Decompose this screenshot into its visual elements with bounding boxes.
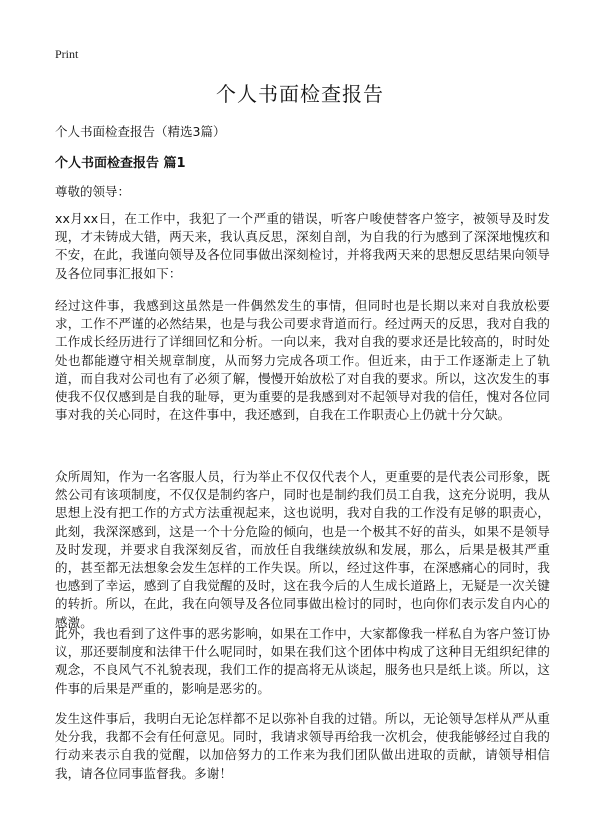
body-paragraph-5: 发生这件事后，我明白无论怎样都不足以弥补自我的过错。所以，无论领导怎样从严从重处分我，我都不会有任何意见。同时，我请求领导再给我一次机会，使我能够经过自我的行动来表示自我的觉醒，以加倍努力的工作来为我们团队做出进取的贡献，请领导相信我，请各位同事监督我。多谢！ bbox=[55, 711, 550, 781]
body-paragraph-4: 此外，我也看到了这件事的恶劣影响，如果在工作中，大家都像我一样私自为客户签订协议，那还要制度和法律干什么呢同时，如果在我们这个团体中构成了这种目无组织纪律的观念，不良风气不礼貌表现，我们工作的提高将无从谈起，服务也只是纸上谈。所以，这件事的后果是严重的，影响是恶劣的。 bbox=[55, 626, 550, 696]
document-title: 个人书面检查报告 bbox=[216, 82, 384, 106]
body-paragraph-3: 众所周知，作为一名客服人员，行为举止不仅仅代表个人，更重要的是代表公司形象，既然公司有该项制度，不仅仅是制约客户，同时也是制约我们员工自我，这充分说明，我从思想上没有把工作的方式方法重视起来，这也说明，我对自我的工作没有足够的职责心，此刻，我深深感到，这是一个十分危险的倾向，也是一个极其不好的苗头，如果不是领导及时发现，并要求自我深刻反省，而放任自我继续放纵和发展，那么，后果是极其严重的，甚至都无法想象会发生怎样的工作失误。所以，经过这件事，在深感痛心的同时，我也感到了幸运，感到了自我觉醒的及时，这在我今后的人生成长道路上，无疑是一次关键的转折。所以，在此，我在向领导及各位同事做出检讨的同时，也向你们表示发自内心的感激。 bbox=[55, 469, 550, 630]
salutation: 尊敬的领导： bbox=[55, 184, 131, 199]
body-paragraph-1: xx月xx日，在工作中，我犯了一个严重的错误，听客户唆使替客户签字，被领导及时发现，才未铸成大错，两天来，我认真反思，深刻自剖，为自我的行为感到了深深地愧疚和不安，在此，我谨向领导及各位同事做出深刻检讨，并将我两天来的思想反思结果向领导及各位同事汇报如下： bbox=[55, 211, 550, 281]
body-paragraph-2: 经过这件事，我感到这虽然是一件偶然发生的事情，但同时也是长期以来对自我放松要求，工作不严谨的必然结果，也是与我公司要求背道而行。经过两天的反思，我对自我的工作成长经历进行了详细回忆和分析。一向以来，我对自我的要求还是比较高的，时时处处也都能遵守相关规章制度，从而努力完成各项工作。但近来，由于工作逐渐走上了轨道，而自我对公司也有了必须了解，慢慢开始放松了对自我的要求。所以，这次发生的事使我不仅仅感到是自我的耻辱，更为重要的是我感到对不起领导对我的信任，愧对各位同事对我的关心同时，在这件事中，我还感到，自我在工作职责心上仍就十分欠缺。 bbox=[55, 298, 550, 423]
section-heading: 个人书面检查报告 篇1 bbox=[55, 156, 186, 171]
document-subtitle: 个人书面检查报告（精选3篇） bbox=[55, 124, 226, 139]
print-link[interactable]: Print bbox=[55, 47, 79, 61]
